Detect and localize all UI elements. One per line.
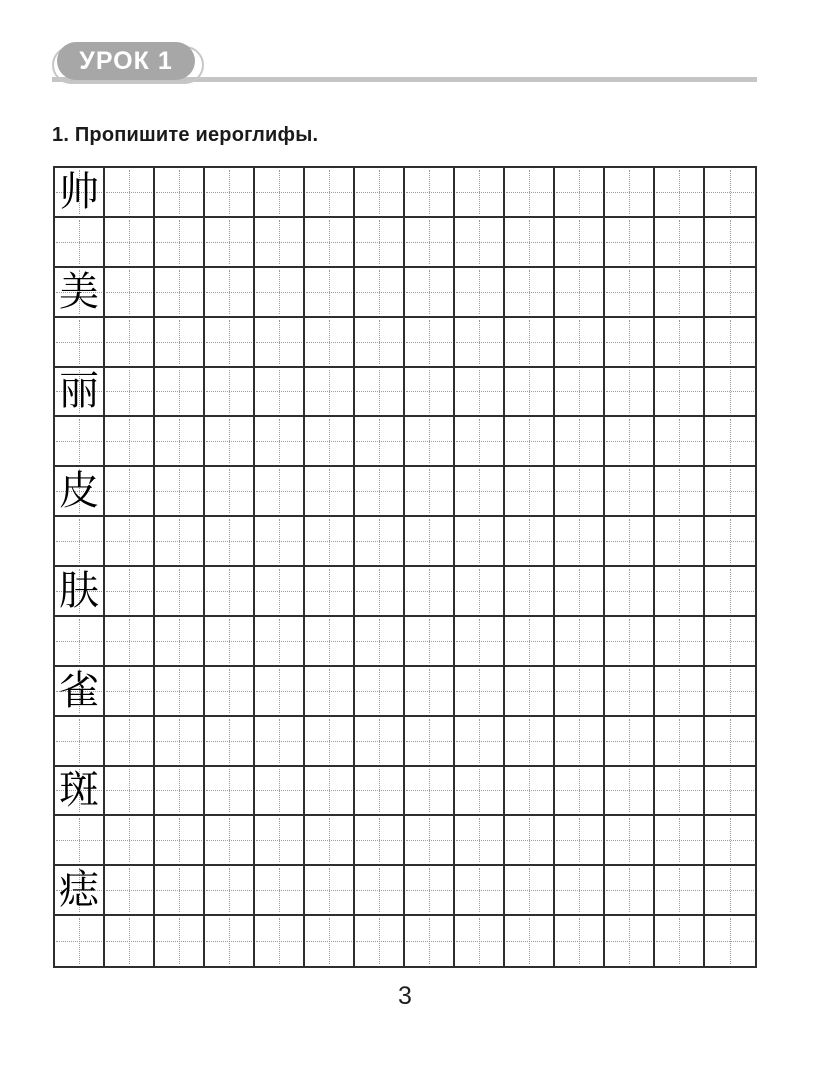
grid-cell	[605, 767, 655, 817]
grid-cell	[605, 667, 655, 717]
grid-cell	[305, 417, 355, 467]
hanzi-character: 美	[59, 268, 99, 315]
grid-cell	[155, 318, 205, 368]
grid-cell	[405, 517, 455, 567]
grid-cell	[705, 667, 755, 717]
grid-cell	[455, 717, 505, 767]
grid-cell	[555, 517, 605, 567]
hanzi-character: 雀	[59, 667, 99, 714]
grid-cell	[355, 218, 405, 268]
grid-cell	[155, 916, 205, 966]
grid-cell	[605, 318, 655, 368]
grid-cell	[405, 667, 455, 717]
grid-cell	[105, 567, 155, 617]
grid-cell	[255, 816, 305, 866]
grid-cell	[505, 567, 555, 617]
grid-cell	[355, 368, 405, 418]
grid-cell	[105, 717, 155, 767]
grid-cell	[355, 816, 405, 866]
grid-cell	[205, 417, 255, 467]
grid-cell	[355, 916, 405, 966]
grid-cell	[105, 318, 155, 368]
grid-cell	[405, 467, 455, 517]
grid-cell	[605, 816, 655, 866]
grid-cell	[255, 517, 305, 567]
grid-cell	[555, 168, 605, 218]
grid-cell	[705, 717, 755, 767]
grid-cell	[705, 866, 755, 916]
grid-cell	[105, 268, 155, 318]
grid-cell	[705, 767, 755, 817]
grid-cell	[355, 268, 405, 318]
hanzi-character: 帅	[59, 168, 99, 215]
grid-cell	[305, 368, 355, 418]
grid-cell	[505, 467, 555, 517]
grid-cell	[455, 567, 505, 617]
grid-cell	[355, 767, 405, 817]
grid-cell	[505, 866, 555, 916]
grid-cell	[105, 168, 155, 218]
grid-cell	[305, 816, 355, 866]
grid-cell	[105, 517, 155, 567]
grid-cell	[155, 417, 205, 467]
grid-cell	[105, 767, 155, 817]
grid-cell	[555, 866, 605, 916]
grid-cell	[155, 717, 205, 767]
grid-cell	[555, 417, 605, 467]
grid-cell	[455, 517, 505, 567]
character-cell	[55, 567, 105, 617]
grid-cell	[255, 268, 305, 318]
grid-cell	[555, 717, 605, 767]
grid-cell	[655, 318, 705, 368]
grid-cell	[105, 467, 155, 517]
grid-cell	[355, 417, 405, 467]
grid-cell	[255, 667, 305, 717]
grid-cell	[105, 368, 155, 418]
character-cell	[55, 866, 105, 916]
grid-cell	[205, 617, 255, 667]
grid-cell	[405, 218, 455, 268]
grid-cell	[455, 617, 505, 667]
grid-cell	[455, 268, 505, 318]
grid-cell	[155, 667, 205, 717]
grid-cell	[605, 567, 655, 617]
grid-cell	[205, 866, 255, 916]
grid-cell	[205, 717, 255, 767]
practice-grid	[53, 166, 757, 968]
grid-cell	[355, 168, 405, 218]
grid-cell	[55, 417, 105, 467]
grid-cell	[305, 467, 355, 517]
grid-cell	[455, 467, 505, 517]
grid-cell	[655, 916, 705, 966]
grid-cell	[655, 866, 705, 916]
hanzi-character: 丽	[59, 368, 99, 415]
grid-cell	[705, 617, 755, 667]
grid-cell	[255, 717, 305, 767]
grid-cell	[155, 517, 205, 567]
grid-cell	[555, 467, 605, 517]
grid-cell	[355, 717, 405, 767]
grid-cell	[655, 168, 705, 218]
grid-cell	[655, 717, 705, 767]
grid-cell	[205, 368, 255, 418]
grid-cell	[705, 368, 755, 418]
character-cell	[55, 168, 105, 218]
grid-cell	[155, 368, 205, 418]
grid-cell	[205, 517, 255, 567]
hanzi-character: 斑	[59, 767, 99, 814]
grid-cell	[205, 667, 255, 717]
grid-cell	[405, 916, 455, 966]
grid-cell	[505, 816, 555, 866]
grid-cell	[405, 567, 455, 617]
grid-cell	[305, 866, 355, 916]
grid-cell	[705, 816, 755, 866]
grid-cell	[155, 617, 205, 667]
hanzi-character: 皮	[59, 468, 99, 515]
grid-cell	[705, 268, 755, 318]
grid-cell	[205, 168, 255, 218]
grid-cell	[555, 318, 605, 368]
grid-cell	[355, 617, 405, 667]
grid-cell	[605, 218, 655, 268]
grid-cell	[405, 816, 455, 866]
hanzi-character: 肤	[59, 567, 99, 614]
grid-cell	[555, 218, 605, 268]
grid-cell	[205, 268, 255, 318]
grid-cell	[555, 617, 605, 667]
grid-cell	[605, 467, 655, 517]
grid-cell	[155, 218, 205, 268]
grid-cell	[605, 417, 655, 467]
grid-cell	[655, 268, 705, 318]
grid-cell	[305, 567, 355, 617]
grid-cell	[655, 567, 705, 617]
grid-cell	[455, 816, 505, 866]
grid-cell	[505, 318, 555, 368]
grid-cell	[655, 517, 705, 567]
grid-cell	[55, 517, 105, 567]
grid-cell	[255, 866, 305, 916]
grid-cell	[255, 318, 305, 368]
grid-cell	[655, 417, 705, 467]
grid-cell	[155, 816, 205, 866]
grid-cell	[655, 816, 705, 866]
grid-cell	[255, 617, 305, 667]
grid-cell	[655, 218, 705, 268]
grid-cell	[305, 617, 355, 667]
grid-cell	[705, 218, 755, 268]
grid-cell	[655, 667, 705, 717]
grid-cell	[555, 916, 605, 966]
grid-cell	[105, 866, 155, 916]
grid-cell	[55, 318, 105, 368]
grid-cell	[505, 767, 555, 817]
grid-cell	[405, 417, 455, 467]
grid-cell	[555, 567, 605, 617]
grid-cell	[255, 467, 305, 517]
grid-cell	[405, 617, 455, 667]
grid-cell	[505, 368, 555, 418]
character-cell	[55, 667, 105, 717]
grid-cell	[405, 268, 455, 318]
grid-cell	[655, 368, 705, 418]
grid-cell	[205, 767, 255, 817]
grid-cell	[655, 617, 705, 667]
grid-cell	[405, 368, 455, 418]
character-cell	[55, 268, 105, 318]
grid-cell	[605, 717, 655, 767]
grid-cell	[205, 567, 255, 617]
grid-cell	[655, 767, 705, 817]
grid-cell	[105, 816, 155, 866]
grid-cell	[405, 767, 455, 817]
grid-cell	[405, 717, 455, 767]
grid-cell	[155, 767, 205, 817]
grid-cell	[355, 467, 405, 517]
grid-cell	[705, 517, 755, 567]
grid-cell	[655, 467, 705, 517]
grid-cell	[505, 268, 555, 318]
grid-cell	[355, 567, 405, 617]
grid-cell	[55, 916, 105, 966]
grid-cell	[505, 417, 555, 467]
lesson-badge	[57, 42, 195, 80]
grid-cell	[555, 816, 605, 866]
grid-cell	[505, 617, 555, 667]
grid-cell	[605, 866, 655, 916]
grid-cell	[255, 916, 305, 966]
grid-cell	[505, 218, 555, 268]
grid-cell	[705, 417, 755, 467]
grid-cell	[355, 318, 405, 368]
grid-cell	[155, 268, 205, 318]
grid-cell	[305, 268, 355, 318]
grid-cell	[555, 667, 605, 717]
grid-cell	[55, 717, 105, 767]
grid-cell	[255, 368, 305, 418]
grid-cell	[305, 517, 355, 567]
grid-cell	[305, 667, 355, 717]
grid-cell	[705, 318, 755, 368]
grid-cell	[555, 368, 605, 418]
grid-cell	[705, 916, 755, 966]
grid-cell	[505, 916, 555, 966]
grid-cell	[605, 368, 655, 418]
grid-cell	[355, 517, 405, 567]
grid-cell	[105, 417, 155, 467]
grid-cell	[305, 717, 355, 767]
grid-cell	[305, 916, 355, 966]
grid-cell	[355, 667, 405, 717]
grid-cell	[705, 467, 755, 517]
grid-cell	[355, 866, 405, 916]
grid-cell	[305, 168, 355, 218]
grid-cell	[555, 268, 605, 318]
grid-cell	[255, 567, 305, 617]
character-cell	[55, 767, 105, 817]
grid-cell	[305, 318, 355, 368]
grid-cell	[155, 866, 205, 916]
grid-cell	[155, 168, 205, 218]
grid-cell	[555, 767, 605, 817]
grid-cell	[605, 517, 655, 567]
grid-cell	[255, 417, 305, 467]
grid-cell	[105, 916, 155, 966]
grid-cell	[205, 318, 255, 368]
grid-cell	[505, 168, 555, 218]
grid-cell	[105, 617, 155, 667]
grid-cell	[455, 368, 505, 418]
grid-cell	[255, 767, 305, 817]
grid-cell	[55, 218, 105, 268]
grid-cell	[505, 717, 555, 767]
grid-cell	[455, 168, 505, 218]
character-cell	[55, 368, 105, 418]
grid-cell	[605, 168, 655, 218]
grid-cell	[205, 916, 255, 966]
grid-cell	[455, 767, 505, 817]
grid-cell	[405, 866, 455, 916]
lesson-badge-label: УРОК 1	[79, 46, 173, 75]
grid-cell	[105, 667, 155, 717]
grid-cell	[505, 517, 555, 567]
grid-cell	[55, 617, 105, 667]
grid-cell	[605, 916, 655, 966]
grid-cell	[455, 667, 505, 717]
grid-cell	[105, 218, 155, 268]
instruction-text: 1. Пропишите иероглифы.	[52, 124, 319, 146]
grid-cell	[405, 168, 455, 218]
grid-cell	[455, 417, 505, 467]
grid-cell	[605, 617, 655, 667]
hanzi-character: 痣	[59, 867, 99, 914]
grid-cell	[255, 168, 305, 218]
grid-cell	[455, 866, 505, 916]
grid-cell	[505, 667, 555, 717]
grid-cell	[205, 218, 255, 268]
grid-cell	[455, 916, 505, 966]
grid-cell	[455, 218, 505, 268]
grid-cell	[705, 168, 755, 218]
grid-cell	[305, 218, 355, 268]
grid-cell	[155, 567, 205, 617]
grid-cell	[55, 816, 105, 866]
grid-cell	[405, 318, 455, 368]
grid-cell	[705, 567, 755, 617]
grid-cell	[305, 767, 355, 817]
grid-cell	[155, 467, 205, 517]
page-number: 3	[398, 982, 412, 1010]
grid-cell	[255, 218, 305, 268]
grid-cell	[205, 816, 255, 866]
character-cell	[55, 467, 105, 517]
grid-cell	[605, 268, 655, 318]
grid-cell	[205, 467, 255, 517]
grid-cell	[455, 318, 505, 368]
